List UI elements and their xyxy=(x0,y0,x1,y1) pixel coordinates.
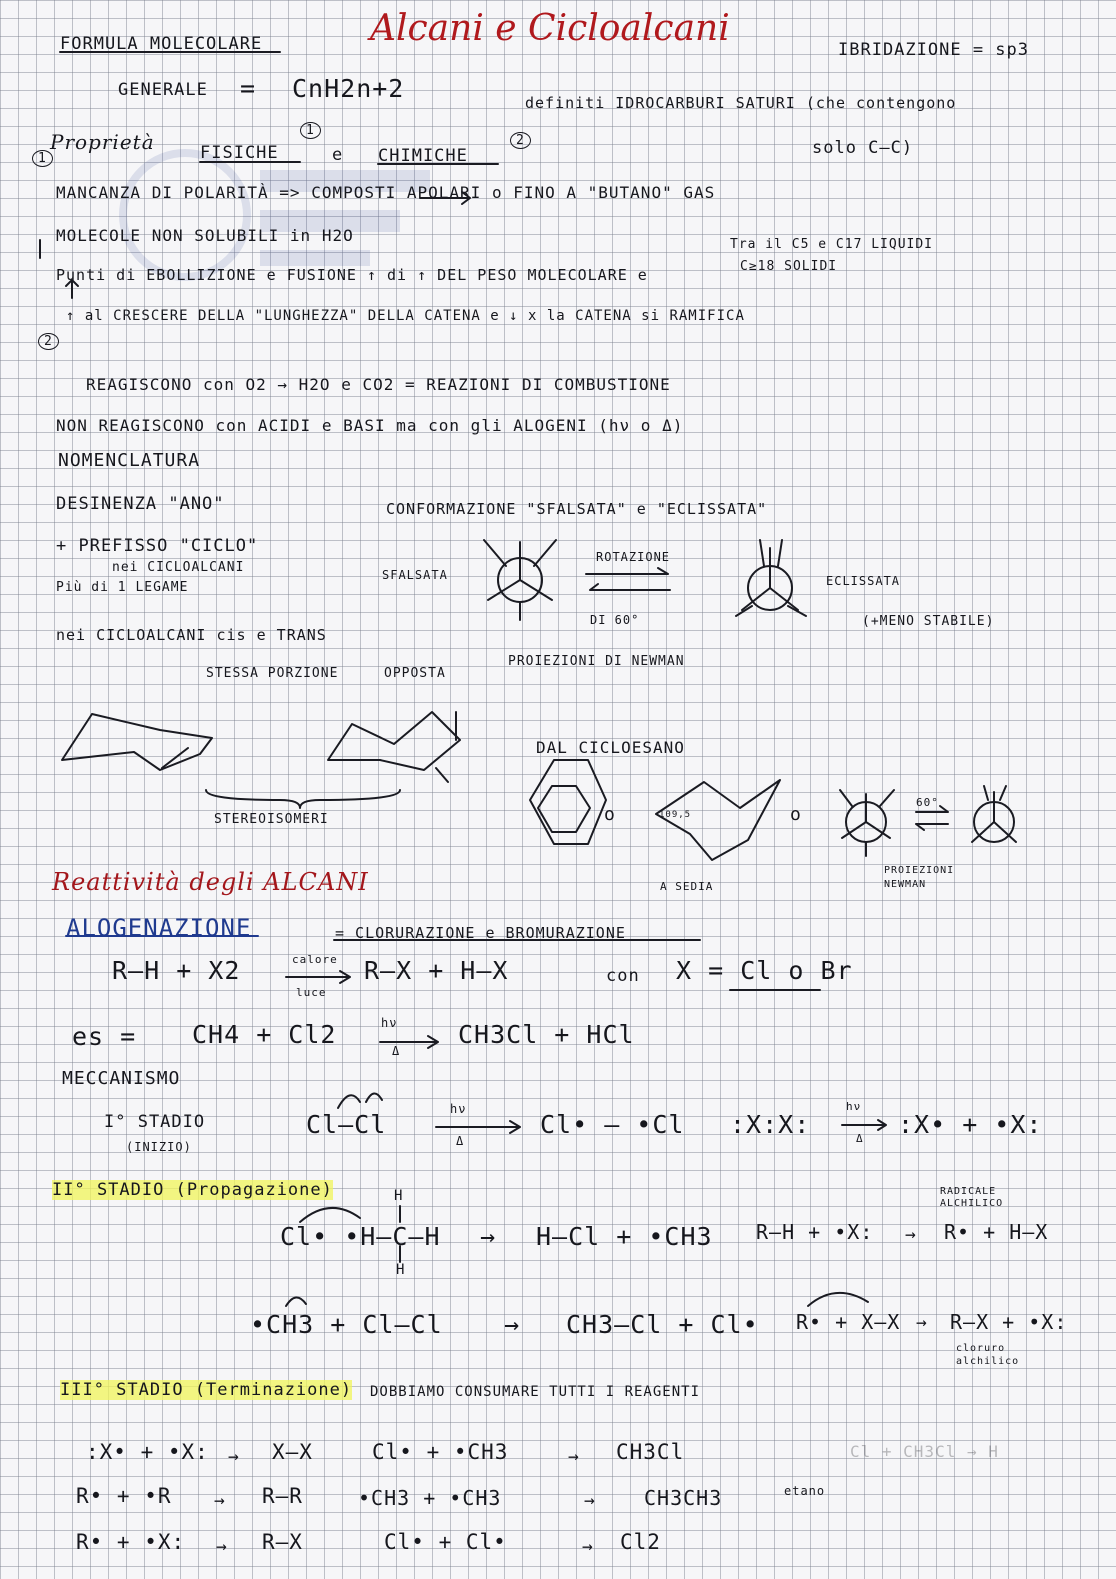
stage2-gen-arrow-1: → xyxy=(905,1224,917,1245)
stage1-delta: Δ xyxy=(456,1134,465,1148)
term-6-arrow: → xyxy=(582,1536,594,1557)
and-label: e xyxy=(332,145,344,165)
fisiche-label: FISICHE xyxy=(200,143,279,163)
example-arrow xyxy=(380,1036,438,1048)
example-products: CH3Cl + HCl xyxy=(458,1020,635,1049)
property-item-4: ↑ al CRESCERE DELLA "LUNGHEZZA" DELLA CATENA e ↓ x la CATENA si RAMIFICA xyxy=(66,308,745,324)
chemical-item-2: NON REAGISCONO con ACIDI e BASI ma con gli ALOGENI (hν o Δ) xyxy=(56,416,684,435)
term-5-arrow: → xyxy=(216,1536,228,1557)
newman-small-1 xyxy=(840,790,894,856)
term-3-product: R–R xyxy=(262,1484,303,1508)
or-label-2: o xyxy=(790,804,802,825)
stage2-gen-arrow-2: → xyxy=(916,1312,928,1333)
implies-arrow xyxy=(420,192,470,204)
general-reaction: R–H + X2 xyxy=(112,956,241,985)
stereoisomers-label: STEREOISOMERI xyxy=(214,812,329,827)
nomenclature-heading: NOMENCLATURA xyxy=(58,450,201,471)
term-5-product: R–X xyxy=(262,1530,303,1554)
liquid-note: Tra il C5 e C17 LIQUIDI xyxy=(730,237,934,252)
example-reaction: CH4 + Cl2 xyxy=(192,1020,337,1049)
rotation-degree: DI 60° xyxy=(590,613,640,627)
cyclohexane-label: DAL CICLOESANO xyxy=(536,738,685,757)
reactivity-heading: Reattività degli ALCANI xyxy=(52,868,369,896)
stage2-gen2: R• + X–X xyxy=(796,1310,901,1334)
page-title: Alcani e Cicloalcani xyxy=(370,8,730,49)
mechanism-heading: MECCANISMO xyxy=(62,1068,181,1089)
trans-chair xyxy=(328,712,460,770)
stage1-label: I° STADIO xyxy=(104,1112,206,1132)
stage2-gen1: R–H + •X: xyxy=(756,1220,874,1244)
less-stable-note: (+MENO STABILE) xyxy=(862,614,995,629)
cyclohexane-hexagon xyxy=(538,786,590,832)
stage1-arrow xyxy=(436,1121,520,1133)
term-4-reactants: •CH3 + •CH3 xyxy=(358,1486,502,1510)
section-one-marker: 1 xyxy=(32,150,53,167)
cond-heat: calore xyxy=(292,953,338,966)
stage2-gen1-product: R• + H–X xyxy=(944,1220,1049,1244)
bond-angle: 109,5 xyxy=(659,810,692,820)
ethane-label: etano xyxy=(784,1484,826,1498)
stage2-eq2-product: CH3–Cl + Cl• xyxy=(566,1310,759,1339)
stage2-h-bottom: H xyxy=(396,1262,406,1278)
term-5-reactants: R• + •X: xyxy=(76,1530,186,1554)
con-label: con xyxy=(606,966,640,986)
stage1-sub: (INIZIO) xyxy=(126,1140,192,1154)
example-label: es = xyxy=(72,1022,137,1051)
stage2-highlight: II° STADIO (Propagazione) xyxy=(52,1180,333,1200)
term-1-reactants: :X• + •X: xyxy=(86,1440,209,1464)
generale-label: GENERALE xyxy=(118,80,208,100)
term-3-reactants: R• + •R xyxy=(76,1484,172,1508)
newman-small-label: PROIEZIONI NEWMAN xyxy=(884,865,955,890)
rotation-label: ROTAZIONE xyxy=(596,550,671,564)
term-2-arrow: → xyxy=(568,1446,580,1467)
stage3-description: DOBBIAMO CONSUMARE TUTTI I REAGENTI xyxy=(370,1384,701,1400)
term-4-arrow: → xyxy=(584,1490,596,1511)
stage2-eq1-product: H–Cl + •CH3 xyxy=(536,1222,713,1251)
stage2-arrow-1: → xyxy=(480,1222,497,1251)
small-equilibrium xyxy=(916,806,948,830)
halogenation-def: = CLORURAZIONE e BROMURAZIONE xyxy=(335,924,626,942)
stage1-hv: hν xyxy=(450,1102,467,1116)
increase-arrow xyxy=(66,280,78,298)
equals-sign: = xyxy=(240,74,257,103)
sixty-degrees: 60° xyxy=(916,796,939,809)
general-reaction-arrow xyxy=(286,971,350,983)
nomenclature-item-5: nei CICLOALCANI cis e TRANS xyxy=(56,626,327,644)
stage2-h-top: H xyxy=(394,1188,404,1204)
cis-note: STESSA PORZIONE xyxy=(206,666,339,681)
halogenation-heading: ALOGENAZIONE xyxy=(66,914,252,942)
equilibrium-arrows xyxy=(586,568,670,590)
property-item-3: Punti di EBOLLIZIONE e FUSIONE ↑ di ↑ DEL PESO MOLECOLARE e xyxy=(56,266,648,284)
general-formula: CnH2n+2 xyxy=(292,74,405,103)
chair-cyclohexane xyxy=(656,780,780,860)
term-6-product: Cl2 xyxy=(620,1530,661,1554)
term-3-arrow: → xyxy=(214,1490,226,1511)
term-4-product: CH3CH3 xyxy=(644,1486,723,1510)
curly-arrow-4 xyxy=(286,1297,306,1306)
faded-note: Cl + CH3Cl → H xyxy=(850,1442,999,1461)
curly-arrow-3 xyxy=(300,1208,360,1222)
term-2-reactants: Cl• + •CH3 xyxy=(372,1440,509,1464)
curly-arrow-1 xyxy=(338,1095,360,1108)
stage2-eq2: •CH3 + Cl–Cl xyxy=(250,1310,443,1339)
stereo-brace xyxy=(206,790,400,808)
property-item-1: MANCANZA DI POLARITÀ => COMPOSTI APOLARI o FINO A "BUTANO" GAS xyxy=(56,183,716,202)
term-1-arrow: → xyxy=(228,1446,240,1467)
definition-cont: solo C–C) xyxy=(812,138,914,158)
property-item-2: MOLECOLE NON SOLUBILI in H2O xyxy=(56,226,354,245)
halide-label: cloruro alchilico xyxy=(956,1343,1020,1367)
number-one-circle: 1 xyxy=(300,122,321,139)
properties-underline xyxy=(200,162,498,164)
cis-chair xyxy=(62,714,212,770)
stage1-general-product: :X• + •X: xyxy=(898,1110,1043,1139)
stage2-arrow-2: → xyxy=(504,1310,521,1339)
term-1-product: X–X xyxy=(272,1440,313,1464)
newman-label: PROIEZIONI DI NEWMAN xyxy=(508,654,685,669)
stage1-gen-hv: hν xyxy=(846,1100,862,1113)
curly-arrow-2 xyxy=(366,1093,382,1102)
eclissata-label: ECLISSATA xyxy=(826,574,901,588)
stage1-reactant: Cl–Cl xyxy=(306,1110,387,1139)
definition-text: definiti IDROCARBURI SATURI (che contengono xyxy=(525,94,957,112)
cond-light: luce xyxy=(296,986,327,999)
formula-label: FORMULA MOLECOLARE xyxy=(60,34,263,54)
halogen-def: X = Cl o Br xyxy=(676,956,853,985)
stage3-highlight: III° STADIO (Terminazione) xyxy=(60,1380,353,1400)
trans-note: OPPOSTA xyxy=(384,666,446,681)
chemical-item-1: REAGISCONO con O2 → H2O e CO2 = REAZIONI DI COMBUSTIONE xyxy=(86,375,671,394)
example-cond-delta: Δ xyxy=(392,1044,401,1058)
newman-small-2 xyxy=(972,786,1016,842)
newman-eclipsed xyxy=(736,540,806,616)
nomenclature-item-3: nei CICLOALCANI xyxy=(112,560,245,575)
example-cond-hv: hν xyxy=(381,1016,398,1030)
properties-heading: Proprietà xyxy=(50,130,155,154)
newman-staggered xyxy=(484,540,556,620)
sfalsata-label: SFALSATA xyxy=(382,568,448,582)
or-label-1: o xyxy=(604,804,616,825)
hybridization-note: IBRIDAZIONE = sp3 xyxy=(838,40,1029,60)
nomenclature-item-1: DESINENZA "ANO" xyxy=(56,494,225,514)
stage2-eq1: Cl• •H–C–H xyxy=(280,1222,441,1251)
chair-label: A SEDIA xyxy=(660,880,714,893)
term-2-product: CH3Cl xyxy=(616,1440,685,1464)
term-6-reactants: Cl• + Cl• xyxy=(384,1530,507,1554)
stage1-gen-arrow xyxy=(842,1120,886,1130)
solid-note: C≥18 SOLIDI xyxy=(740,259,838,274)
chimiche-label: CHIMICHE xyxy=(378,146,468,166)
number-two-circle: 2 xyxy=(510,132,531,149)
stage1-product: Cl• – •Cl xyxy=(540,1110,685,1139)
nomenclature-item-4: Più di 1 LEGAME xyxy=(56,580,189,595)
general-products: R–X + H–X xyxy=(364,956,509,985)
nomenclature-item-2: + PREFISSO "CICLO" xyxy=(56,536,259,556)
curly-arrow-5 xyxy=(808,1293,868,1306)
radical-label: RADICALE ALCHILICO xyxy=(940,1186,1004,1209)
stage1-general: :X:X: xyxy=(730,1110,811,1139)
stage2-gen2-product: R–X + •X: xyxy=(950,1310,1068,1334)
stage1-gen-delta: Δ xyxy=(856,1132,864,1145)
conformation-heading: CONFORMAZIONE "SFALSATA" e "ECLISSATA" xyxy=(386,500,768,518)
section-two-marker: 2 xyxy=(38,333,59,350)
